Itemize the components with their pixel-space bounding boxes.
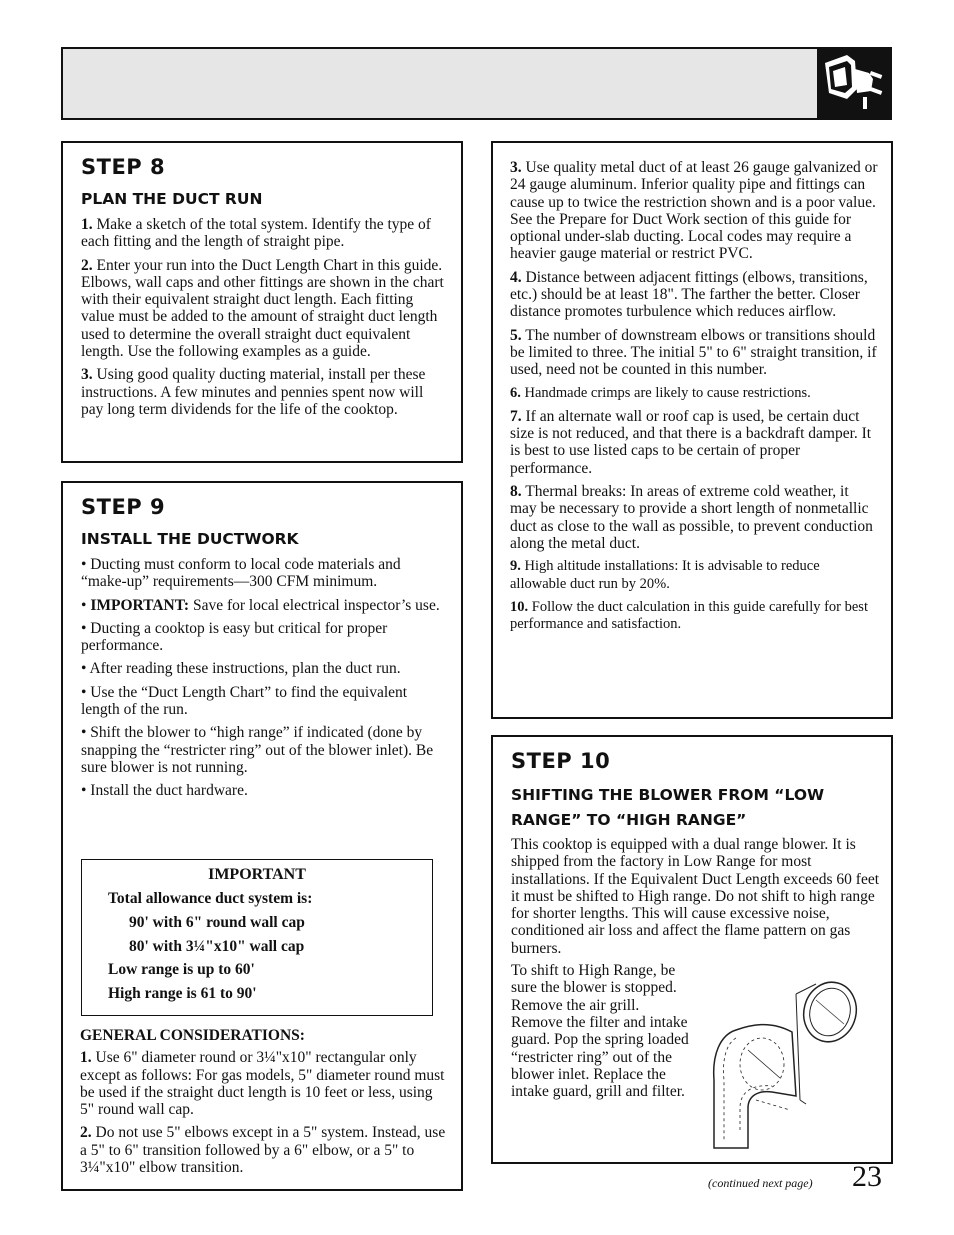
general-considerations: [80, 1027, 447, 1176]
plug-icon-box: [817, 49, 890, 118]
consideration-4: 4. Distance between adjacent fittings (elbows, transitions, etc.) should be at least 18". The farther the better. Closer distance promotes turbulence which reduces airflow.: [510, 268, 868, 321]
consideration-5: 5. The number of downstream elbows or transitions should be limited to three. The initial 5" to 6" straight transition, if used, need not be counted in this number.: [510, 326, 877, 379]
important-box: [81, 859, 433, 1016]
step9-bullet-plan: • After reading these instructions, plan the duct run.: [81, 660, 401, 678]
step9-bullet-shift: • Shift the blower to “high range” if indicated (done by snapping the “restricter ring” out of the blower inlet). Be sure blower is not running.: [81, 724, 434, 776]
step10-title: STEP 10: [511, 749, 611, 773]
step9-bullet-important: • IMPORTANT: Save for local electrical inspector’s use.: [81, 596, 440, 614]
important-line-rect: 80' with 3¼"x10" wall cap: [129, 938, 305, 955]
important-line-low: Low range is up to 60': [108, 961, 255, 978]
general-item-1: 1. Use 6" diameter round or 3¼"x10" rectangular only except as follows: For gas models, 5" diameter round must be used if the straight duct length is 10 feet or less, using 5" round wall cap.: [80, 1049, 445, 1119]
consideration-6: 6. Handmade crimps are likely to cause restrictions.: [510, 384, 811, 401]
continued-note: (continued next page): [708, 1176, 813, 1190]
plug-icon: [817, 49, 890, 118]
consideration-7: 7. If an alternate wall or roof cap is used, be certain duct size is not reduced, and that there is a backdraft damper. It is best to use listed caps to be certain of proper performance.: [510, 407, 872, 477]
step10-subtitle-line2: RANGE” TO “HIGH RANGE”: [511, 811, 747, 829]
consideration-9: 9. High altitude installations: It is advisable to reduce allowable duct run by 20%.: [510, 558, 820, 592]
step8-item-2: 2. Enter your run into the Duct Length Chart in this guide. Elbows, wall caps and other fittings are shown in the chart with their equivalent straight duct length. Each fitting value must be added to the amount of straight duct length used to determine the overall straight duct equivalent length. Use the following examples as a guide.: [81, 256, 444, 361]
consideration-8: 8. Thermal breaks: In areas of extreme cold weather, it may be necessary to provide a short length of nonmetallic duct as close to the wall as possible, to prevent conduction along the metal duct.: [510, 483, 873, 552]
restricter-ring: [797, 980, 863, 1048]
step9-bullet-critical: • Ducting a cooktop is easy but critical for proper performance.: [81, 619, 388, 655]
considerations-box: [491, 141, 893, 719]
step8-item-3: 3. Using good quality ducting material, install per these instructions. A few minutes and pennies spent now will pay long term dividends for the life of the cooktop.: [81, 366, 426, 418]
general-item-2: 2. Do not use 5" elbows except in a 5" system. Instead, use a 5" to 6" transition followed by a 6" elbow, or a 5" to 3¼"x10" elbow transition.: [80, 1124, 446, 1177]
consideration-10: 10. Follow the duct calculation in this guide carefully for best performance and satisfaction.: [510, 598, 868, 633]
blower-illustration: [700, 980, 870, 1155]
page-number: 23: [852, 1160, 882, 1193]
step8-subtitle: PLAN THE DUCT RUN: [81, 190, 263, 208]
header-bar: [61, 47, 892, 120]
step9-bullet-hardware: • Install the duct hardware.: [81, 782, 248, 800]
step8-title: STEP 8: [81, 155, 166, 179]
important-line-high: High range is 61 to 90': [108, 985, 257, 1002]
important-line-total: Total allowance duct system is:: [108, 890, 313, 907]
consideration-3: 3. Use quality metal duct of at least 26 gauge galvanized or 24 gauge aluminum. Inferior quality pipe and fittings can cause up to twice the restriction shown and is a poor value. See the Prepare for Duct Work section of this guide for optional under-slab ducting. Local codes may require a heavier gauge material or restrict PVC.: [510, 159, 878, 263]
step10-para-2: To shift to High Range, be sure the blower is stopped. Remove the air grill. Remove the filter and intake guard. Pop the spring loaded “restricter ring” out of the blower inlet. Replace the intake guard, grill and filter.: [511, 962, 689, 1101]
step9-title: STEP 9: [81, 495, 166, 519]
step9-subtitle: INSTALL THE DUCTWORK: [81, 530, 299, 548]
step10-para-1: This cooktop is equipped with a dual range blower. It is shipped from the factory in Low Range for most installations. If the Equivalent Duct Length exceeds 60 feet it must be shifted to High range. Do not shift to high range for shorter lengths. This will cause excessive noise, conditioned air loss and affect the flame pattern on gas burners.: [511, 836, 880, 957]
step9-bullet-code: • Ducting must conform to local code materials and “make-up” requirements—300 CFM minimum.: [81, 556, 401, 591]
important-line-round: 90' with 6" round wall cap: [129, 914, 305, 931]
important-heading: IMPORTANT: [208, 866, 306, 883]
step8-item-1: 1. Make a sketch of the total system. Identify the type of each fitting and the length of straight pipe.: [81, 216, 431, 251]
step8-box: [61, 141, 463, 463]
step9-bullet-chart: • Use the “Duct Length Chart” to find the equivalent length of the run.: [81, 683, 408, 719]
step10-subtitle-line1: SHIFTING THE BLOWER FROM “LOW: [511, 786, 825, 804]
general-heading: GENERAL CONSIDERATIONS:: [80, 1027, 305, 1044]
